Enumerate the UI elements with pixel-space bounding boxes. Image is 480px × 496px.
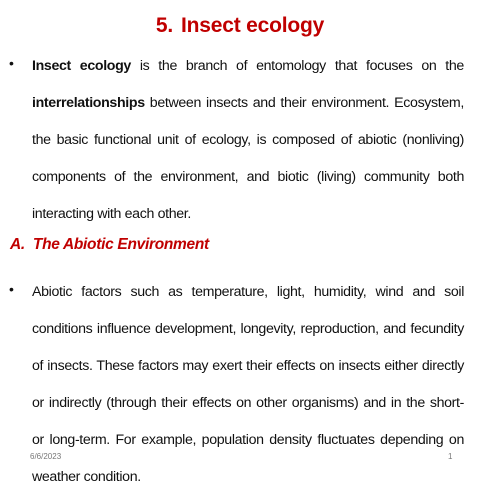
bullet-marker: •: [9, 55, 14, 71]
bullet-marker: •: [9, 281, 14, 297]
slide-title: [0, 14, 480, 38]
title-text: Insect ecology: [181, 14, 325, 37]
term-insect-ecology: Insect ecology: [32, 58, 131, 74]
section-heading: [10, 236, 209, 254]
paragraph-abiotic-factors: Abiotic factors such as temperature, light, humidity, wind and soil conditions influence development, longevity, reproduction, and fecundity of insects. These factors may exert their effects on insects either directly or indirectly (through their effects on other organisms) and in the short- or long-term. For example, population density fluctuates depending on weather condition.: [32, 284, 464, 485]
page-number: 1: [448, 452, 453, 461]
title-number: 5.: [155, 14, 174, 37]
term-interrelationships: interrelationships: [32, 95, 145, 111]
paragraph1-text-a: is the branch of entomology that focuses on the: [130, 58, 464, 74]
section-letter: A.: [10, 236, 25, 253]
paragraph-insect-ecology: [32, 48, 464, 233]
footer-date: 6/6/2023: [30, 452, 62, 461]
paragraph1-text-b: between insects and their environment. Ecosystem, the basic functional unit of ecology, is composed of abiotic (nonliving) components of the environment, and biotic (living) community both interacting with each other.: [32, 95, 464, 222]
section-title: The Abiotic Environment: [32, 236, 209, 253]
